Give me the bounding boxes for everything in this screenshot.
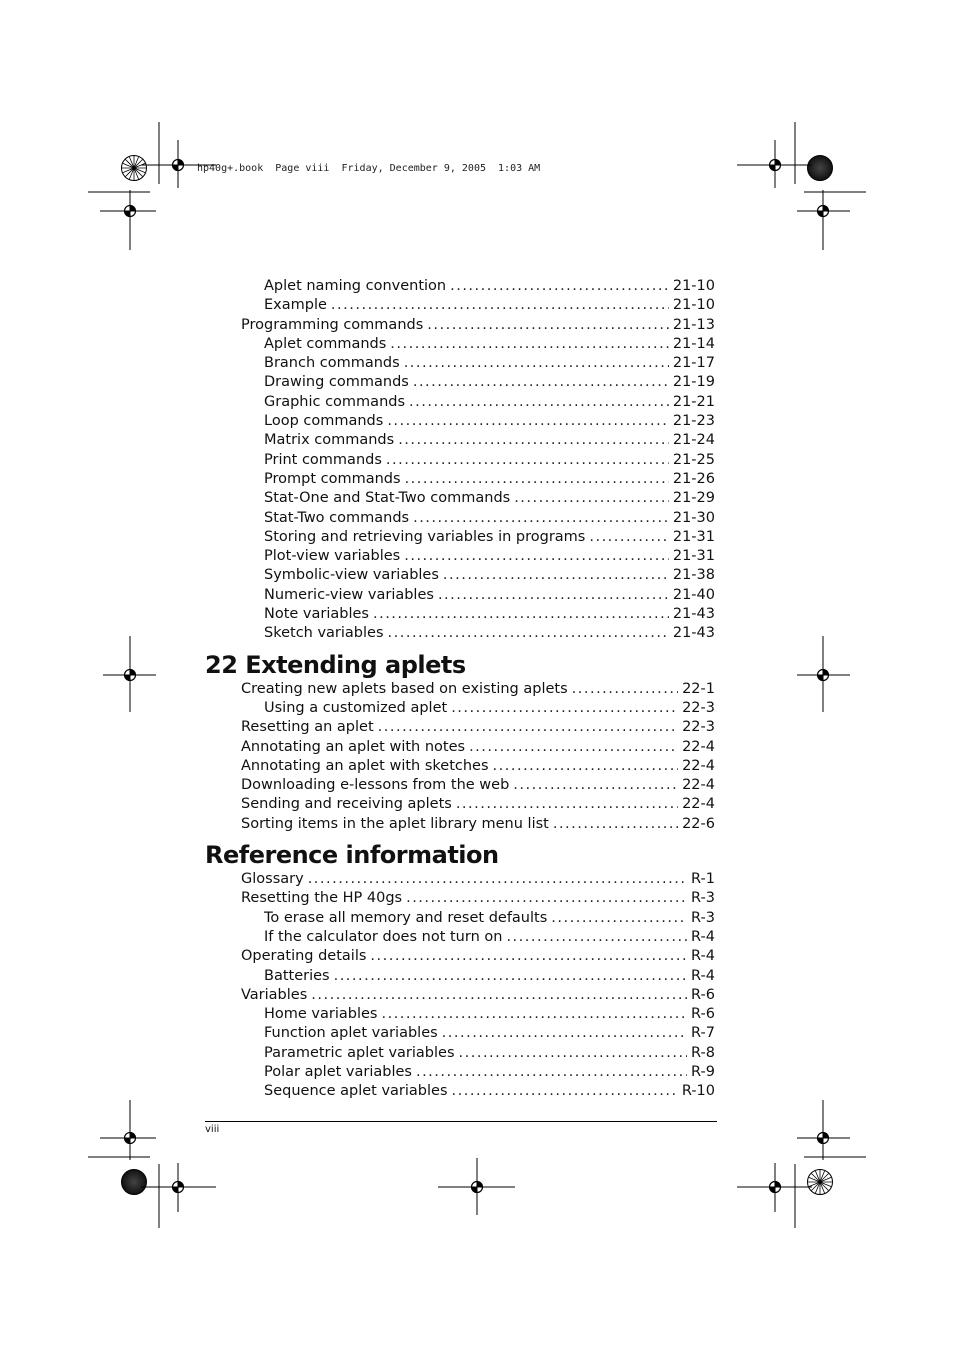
toc-entry-label: Resetting an aplet [241,719,374,736]
toc-entry-label: Print commands [264,451,382,468]
toc-entry[interactable] [205,890,715,909]
toc-entry[interactable] [205,948,715,967]
toc-entry-page: R-9 [691,1063,715,1080]
dot-leader [413,510,669,526]
dot-leader [589,529,669,545]
dot-leader [416,1064,687,1080]
toc-entry[interactable] [205,374,715,393]
toc-entry[interactable] [205,336,715,355]
toc-entry-page: 22-6 [682,815,715,832]
toc-entry-label: Sequence aplet variables [264,1083,448,1100]
dot-leader [513,777,678,793]
toc-entry-page: 21-30 [672,509,715,526]
toc-entry-page: 21-31 [672,548,715,565]
toc-entry[interactable] [205,625,715,644]
dot-leader [572,681,678,697]
toc-entry[interactable] [205,910,715,929]
toc-entry[interactable] [205,968,715,987]
toc-entry-label: Aplet naming convention [264,278,447,294]
toc-entry-label: Batteries [264,967,330,984]
dot-leader [452,1083,678,1099]
toc-entry[interactable] [205,681,715,700]
toc-entry-page: 22-3 [682,719,715,736]
toc-entry-page: 21-21 [672,393,715,410]
toc-entry-page: 21-31 [672,528,715,545]
dot-leader [450,278,669,294]
toc-entry-page: 21-23 [672,413,715,430]
dot-leader [506,929,687,945]
toc-entry[interactable] [205,432,715,451]
toc-entry-label: Symbolic-view variables [264,567,439,584]
toc-entry-page: 21-40 [672,586,715,603]
dot-leader [413,374,669,390]
toc-entry-label: Prompt commands [264,470,401,487]
toc-entry[interactable] [205,297,715,316]
toc-entry-page: 22-4 [682,757,715,774]
toc-entry-label: Graphic commands [264,393,406,410]
dot-leader [514,490,669,506]
dot-leader [388,625,669,641]
dot-leader [331,297,669,313]
toc-entry[interactable] [205,1025,715,1044]
toc-entry-label: Matrix commands [264,432,395,449]
dot-leader [370,948,687,964]
toc-entry-page: 22-4 [682,738,715,755]
toc-entry-label: Stat-Two commands [264,509,410,526]
toc-entry-page: R-10 [681,1083,715,1100]
toc-entry-page: 21-25 [672,451,715,468]
toc-entry[interactable] [205,471,715,490]
toc-entry-page: 21-29 [672,490,715,507]
toc-entry-label: Resetting the HP 40gs [241,890,403,907]
toc-entry-label: Variables [241,986,308,1003]
dot-leader [334,968,687,984]
toc-entry[interactable] [205,929,715,948]
toc-entry-label: Plot-view variables [264,548,401,565]
toc-entry[interactable] [205,567,715,586]
toc-entry-label: Creating new aplets based on existing aplets [241,680,568,697]
toc-entry[interactable] [205,413,715,432]
toc-entry-label: Aplet commands [264,335,387,352]
dot-leader [443,567,669,583]
toc-entry-page: R-4 [691,948,715,965]
toc-entry-page: 21-26 [672,470,715,487]
toc-entry-page: R-8 [691,1044,715,1061]
toc-entry[interactable] [205,510,715,529]
dot-leader [406,890,687,906]
toc-entry-label: Home variables [264,1006,378,1023]
dot-leader [456,796,678,812]
toc-entry[interactable] [205,1064,715,1083]
toc-entry[interactable] [205,700,715,719]
toc-entry[interactable] [205,1083,715,1102]
toc-entry-page: 22-1 [682,680,715,697]
toc-entry-page: 22-3 [682,699,715,716]
toc-entry-label: Programming commands [241,316,424,333]
toc-entry[interactable] [205,1045,715,1064]
toc-entry[interactable] [205,871,715,890]
toc-entry[interactable] [205,587,715,606]
toc-entry-page: R-1 [691,871,715,888]
toc-entry-label: Downloading e-lessons from the web [241,777,510,794]
dot-leader [373,606,669,622]
toc-entry-page: 21-38 [672,567,715,584]
dot-leader [469,739,678,755]
toc-entry[interactable] [205,529,715,548]
toc-entry-label: Storing and retrieving variables in programs [264,528,586,545]
dot-leader [493,758,679,774]
toc-entry-page: 22-4 [682,777,715,794]
dot-leader [398,432,669,448]
toc-entry-label: Example [264,297,327,314]
toc-entry-label: Operating details [241,948,367,965]
toc-entry-label: Sorting items in the aplet library menu list [241,815,549,832]
toc-entry-label: Branch commands [264,355,400,372]
toc-entry-label: If the calculator does not turn on [264,928,503,945]
toc-entry-page: 21-19 [672,374,715,391]
section-heading[interactable]: 22 Extending aplets [205,650,466,679]
toc-entry[interactable] [205,719,715,738]
section-heading[interactable]: Reference information [205,841,499,870]
dot-leader [409,394,669,410]
footer-rule [205,1121,717,1122]
toc-entry[interactable] [205,1006,715,1025]
toc-entry-page: 21-13 [672,316,715,333]
toc-entry-label: Parametric aplet variables [264,1044,455,1061]
dot-leader [311,987,687,1003]
toc-entry[interactable] [205,606,715,625]
dot-leader [381,1006,687,1022]
dot-leader [551,910,687,926]
dot-leader [387,413,669,429]
toc-entry[interactable] [205,452,715,471]
toc-entry-page: 21-43 [672,625,715,642]
toc-entry[interactable] [205,796,715,815]
dot-leader [442,1025,687,1041]
toc-entry[interactable] [205,278,715,297]
footer-page-number: viii [205,1124,220,1135]
toc-section [205,836,715,1103]
toc-entry-page: R-7 [691,1025,715,1042]
toc-entry-page: 22-4 [682,796,715,813]
dot-leader [427,317,669,333]
dot-leader [390,336,669,352]
toc-entry-page: 21-24 [672,432,715,449]
toc-entry-label: Using a customized aplet [264,699,448,716]
toc-entry[interactable] [205,548,715,567]
toc-sections [205,646,715,1103]
toc-entry[interactable] [205,987,715,1006]
toc-entry[interactable] [205,394,715,413]
toc-entry[interactable] [205,739,715,758]
dot-leader [405,471,669,487]
toc-entry-label: Drawing commands [264,374,409,391]
toc-entry-label: Annotating an aplet with notes [241,738,466,755]
print-header-stamp: hp40g+.book Page viii Friday, December 9, 2005 1:03 AM [197,163,541,174]
dot-leader [451,700,678,716]
toc-entry-label: Sketch variables [264,625,384,642]
toc-entry-label: Sending and receiving aplets [241,796,452,813]
dot-leader [378,719,678,735]
toc-entry[interactable] [205,490,715,509]
toc-entry[interactable] [205,355,715,374]
toc-entry-page: 21-10 [672,278,715,294]
toc-entry-page: R-3 [691,890,715,907]
table-of-contents [205,278,715,1103]
dot-leader [404,355,669,371]
toc-entry-page: R-3 [691,909,715,926]
toc-entry-page: R-4 [691,928,715,945]
toc-entry-label: Function aplet variables [264,1025,438,1042]
toc-entry[interactable] [205,816,715,835]
toc-section [205,646,715,835]
toc-entry-label: Loop commands [264,413,384,430]
toc-entry-page: R-6 [691,986,715,1003]
dot-leader [404,548,669,564]
toc-entry-page: 21-10 [672,297,715,314]
toc-entry-page: 21-43 [672,606,715,623]
toc-entry-label: Stat-One and Stat-Two commands [264,490,511,507]
toc-entry-page: R-6 [691,1006,715,1023]
dot-leader [553,816,678,832]
toc-entry[interactable] [205,317,715,336]
toc-entry-label: To erase all memory and reset defaults [264,909,548,926]
toc-continued-entries [205,278,715,645]
toc-entry-page: 21-17 [672,355,715,372]
toc-entry[interactable] [205,758,715,777]
dot-leader [459,1045,688,1061]
toc-entry-page: R-4 [691,967,715,984]
dot-leader [438,587,669,603]
toc-entry-label: Note variables [264,606,369,623]
toc-entry-label: Numeric-view variables [264,586,434,603]
toc-entry-label: Polar aplet variables [264,1063,412,1080]
toc-entry-label: Annotating an aplet with sketches [241,757,489,774]
dot-leader [386,452,669,468]
toc-entry-page: 21-14 [672,335,715,352]
dot-leader [308,871,687,887]
toc-entry-label: Glossary [241,871,304,888]
toc-entry[interactable] [205,777,715,796]
